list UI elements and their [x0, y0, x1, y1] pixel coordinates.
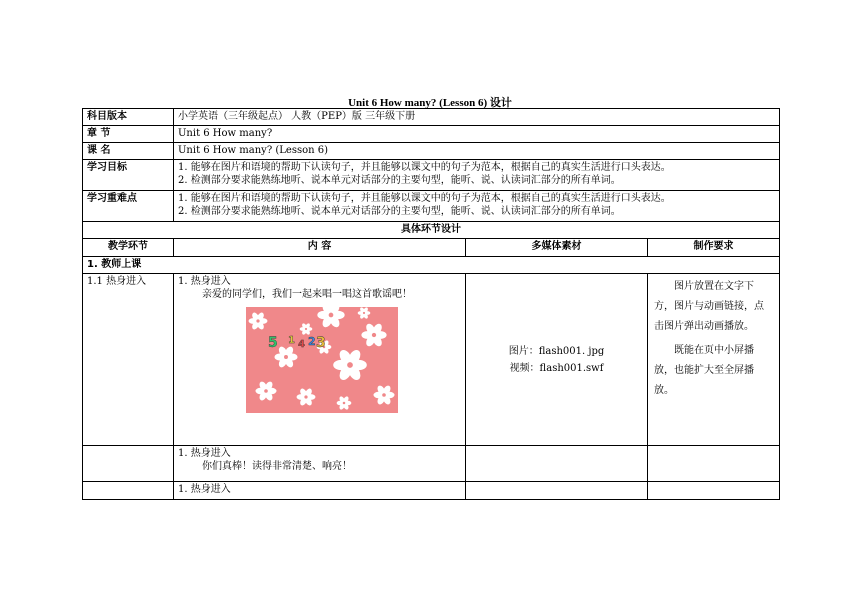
requirements-cell — [648, 274, 780, 446]
content-title: 1. 热身进入 — [178, 276, 231, 287]
flash-image[interactable] — [246, 307, 398, 413]
document-title: Unit 6 How many? (Lesson 6) 设计 — [348, 97, 512, 109]
number-glyph: 2 — [308, 335, 316, 348]
content-cell — [174, 482, 466, 500]
key-points-label: 学习重难点 — [83, 191, 174, 222]
media-cell — [466, 274, 648, 446]
stage-heading: 1. 教师上课 — [83, 257, 780, 274]
content-cell — [174, 446, 466, 482]
number-glyph: 1 — [288, 335, 295, 346]
requirement-text: 图片放置在文字下方，图片与动画链接，点击图片弹出动画播放。 — [654, 281, 764, 332]
step-cell-empty — [83, 482, 174, 500]
lesson-value: Unit 6 How many? (Lesson 6) — [174, 143, 780, 160]
column-header-requirements: 制作要求 — [648, 239, 780, 257]
requirement-text: 既能在页中小屏播放，也能扩大至全屏播放。 — [654, 345, 754, 396]
edition-label: 科目版本 — [83, 109, 174, 126]
media-video-file: 视频：flash001.swf — [509, 362, 604, 374]
chapter-value: Unit 6 How many? — [174, 126, 780, 143]
edition-value: 小学英语（三年级起点） 人教（PEP）版 三年级下册 — [174, 109, 780, 126]
column-header-content: 内 容 — [174, 239, 466, 257]
media-cell-empty — [466, 446, 648, 482]
content-text: 亲爱的同学们，我们一起来唱一唱这首歌谣吧！ — [202, 289, 412, 300]
goals-cell — [174, 160, 780, 191]
number-glyph: 4 — [298, 339, 305, 350]
key-points-cell — [174, 191, 780, 222]
lesson-label: 课 名 — [83, 143, 174, 160]
step-cell: 1.1 热身进入 — [83, 274, 174, 446]
number-glyph: 3 — [316, 335, 326, 351]
key-point-item: 1. 能够在图片和语境的帮助下认读句子，并且能够以课文中的句子为范本，根据自己的真实生活进行口头表达。 — [178, 193, 671, 204]
content-title: 1. 热身进入 — [178, 448, 231, 459]
key-point-item: 2. 检测部分要求能熟练地听、说本单元对话部分的主要句型，能听、说、认读词汇部分的所有单词。 — [178, 206, 621, 217]
chapter-label: 章 节 — [83, 126, 174, 143]
number-glyph: 5 — [268, 335, 278, 351]
content-text: 你们真棒！读得非常清楚、响亮！ — [202, 461, 352, 472]
section-title: 具体环节设计 — [83, 222, 780, 239]
goal-item: 2. 检测部分要求能熟练地听、说本单元对话部分的主要句型，能听、说、认读词汇部分的所有单词。 — [178, 175, 621, 186]
media-image-file: 图片：flash001. jpg — [508, 345, 605, 357]
step-cell-empty — [83, 446, 174, 482]
goals-label: 学习目标 — [83, 160, 174, 191]
column-header-step: 教学环节 — [83, 239, 174, 257]
content-cell — [174, 274, 466, 446]
requirements-cell-empty — [648, 482, 780, 500]
goal-item: 1. 能够在图片和语境的帮助下认读句子，并且能够以课文中的句子为范本，根据自己的真实生活进行口头表达。 — [178, 162, 671, 173]
flower-pattern-image — [246, 307, 398, 413]
requirements-cell-empty — [648, 446, 780, 482]
column-header-media: 多媒体素材 — [466, 239, 648, 257]
media-cell-empty — [466, 482, 648, 500]
content-title: 1. 热身进入 — [178, 484, 231, 495]
lesson-plan-table — [82, 108, 779, 516]
